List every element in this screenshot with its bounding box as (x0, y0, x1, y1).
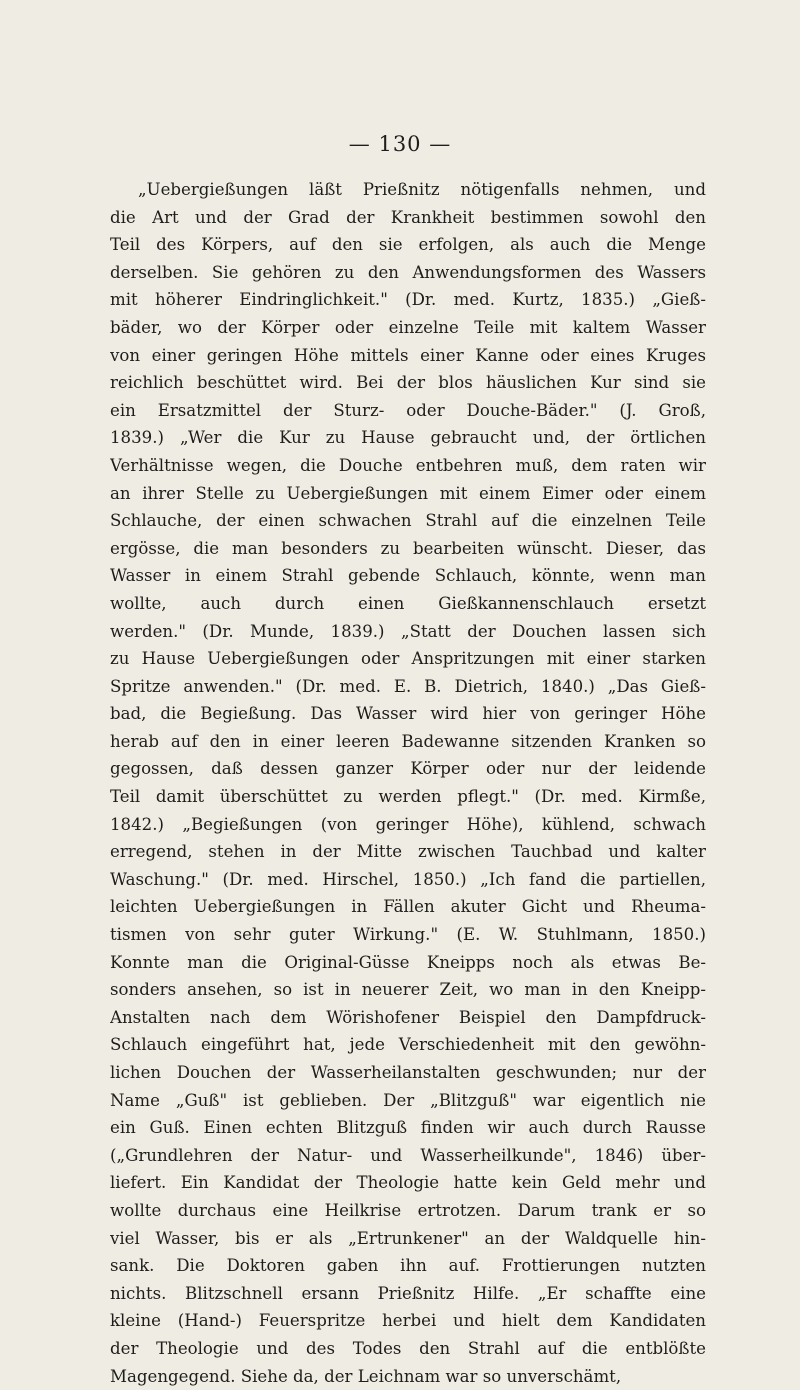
text-line: leichten Uebergießungen in Fällen akuter Gicht und Rheuma- (110, 897, 706, 917)
text-line: („Grundlehren der Natur- und Wasserheilkunde", 1846) über- (110, 1145, 706, 1165)
text-line: die Art und der Grad der Krankheit bestimmen sowohl den (110, 207, 706, 227)
text-line: nichts. Blitzschnell ersann Prießnitz Hilfe. „Er schaffte eine (110, 1283, 706, 1303)
text-line: Name „Guß" ist geblieben. Der „Blitzguß" war eigentlich nie (110, 1090, 706, 1110)
text-line: kleine (Hand-) Feuerspritze herbei und hielt dem Kandidaten (110, 1311, 706, 1331)
text-line: liefert. Ein Kandidat der Theologie hatte kein Geld mehr und (110, 1173, 706, 1193)
text-line: Schlauch eingeführt hat, jede Verschiedenheit mit den gewöhn- (110, 1035, 706, 1055)
text-line: der Theologie und des Todes den Strahl auf die entblößte (110, 1338, 706, 1358)
text-line: sonders ansehen, so ist in neuerer Zeit, wo man in den Kneipp- (110, 980, 706, 1000)
text-line: Teil des Körpers, auf den sie erfolgen, als auch die Menge (110, 235, 706, 255)
text-line: bäder, wo der Körper oder einzelne Teile mit kaltem Wasser (110, 317, 706, 337)
text-line: Anstalten nach dem Wörishofener Beispiel den Dampfdruck- (110, 1007, 706, 1027)
text-line: ein Ersatzmittel der Sturz- oder Douche-Bäder." (J. Groß, (110, 400, 706, 420)
text-line: gegossen, daß dessen ganzer Körper oder nur der leidende (110, 759, 706, 779)
text-line: „Uebergießungen läßt Prießnitz nötigenfalls nehmen, und (138, 180, 706, 199)
text-line: viel Wasser, bis er als „Ertrunkener" an der Waldquelle hin- (110, 1228, 706, 1248)
text-line: herab auf den in einer leeren Badewanne sitzenden Kranken so (110, 731, 706, 751)
text-line: Magengegend. Siehe da, der Leichnam war so unverschämt, (110, 1366, 622, 1386)
text-line: mit höherer Eindringlichkeit." (Dr. med. Kurtz, 1835.) „Gieß- (110, 290, 706, 310)
text-line: ein Guß. Einen echten Blitzguß finden wir auch durch Rausse (110, 1118, 706, 1138)
text-line: erregend, stehen in der Mitte zwischen Tauchbad und kalter (110, 842, 706, 862)
text-line: Verhältnisse wegen, die Douche entbehren muß, dem raten wir (110, 455, 706, 475)
text-line: ergösse, die man besonders zu bearbeiten wünscht. Dieser, das (110, 538, 706, 558)
text-line: werden." (Dr. Munde, 1839.) „Statt der Douchen lassen sich (110, 621, 706, 641)
text-line: zu Hause Uebergießungen oder Anspritzungen mit einer starken (110, 649, 706, 669)
text-line: 1839.) „Wer die Kur zu Hause gebraucht und, der örtlichen (110, 428, 706, 448)
text-line: 1842.) „Begießungen (von geringer Höhe), kühlend, schwach (110, 814, 706, 834)
body-text (110, 176, 706, 1390)
text-line: tismen von sehr guter Wirkung." (E. W. Stuhlmann, 1850.) (110, 925, 706, 945)
text-line: sank. Die Doktoren gaben ihn auf. Frottierungen nutzten (110, 1256, 706, 1276)
text-line: reichlich beschüttet wird. Bei der blos häuslichen Kur sind sie (110, 373, 706, 393)
text-line: lichen Douchen der Wasserheilanstalten geschwunden; nur der (110, 1063, 706, 1082)
text-line: bad, die Begießung. Das Wasser wird hier von geringer Höhe (110, 704, 706, 724)
text-line: von einer geringen Höhe mittels einer Kanne oder eines Kruges (110, 345, 706, 365)
text-line: Spritze anwenden." (Dr. med. E. B. Dietrich, 1840.) „Das Gieß- (110, 676, 706, 696)
text-line: wollte, auch durch einen Gießkannenschlauch ersetzt (110, 593, 706, 613)
text-line: an ihrer Stelle zu Uebergießungen mit einem Eimer oder einem (110, 483, 706, 503)
text-line: Konnte man die Original-Güsse Kneipps noch als etwas Be- (110, 952, 706, 972)
text-line: wollte durchaus eine Heilkrise ertrotzen. Darum trank er so (110, 1200, 706, 1220)
text-line: Teil damit überschüttet zu werden pflegt." (Dr. med. Kirmße, (110, 787, 706, 807)
text-line: Wasser in einem Strahl gebende Schlauch, könnte, wenn man (110, 566, 706, 586)
text-line: Schlauche, der einen schwachen Strahl auf die einzelnen Teile (110, 511, 706, 531)
page-number: — 130 — (348, 132, 452, 156)
text-line: Waschung." (Dr. med. Hirschel, 1850.) „Ich fand die partiellen, (110, 869, 706, 889)
text-line: derselben. Sie gehören zu den Anwendungsformen des Wassers (110, 262, 706, 282)
